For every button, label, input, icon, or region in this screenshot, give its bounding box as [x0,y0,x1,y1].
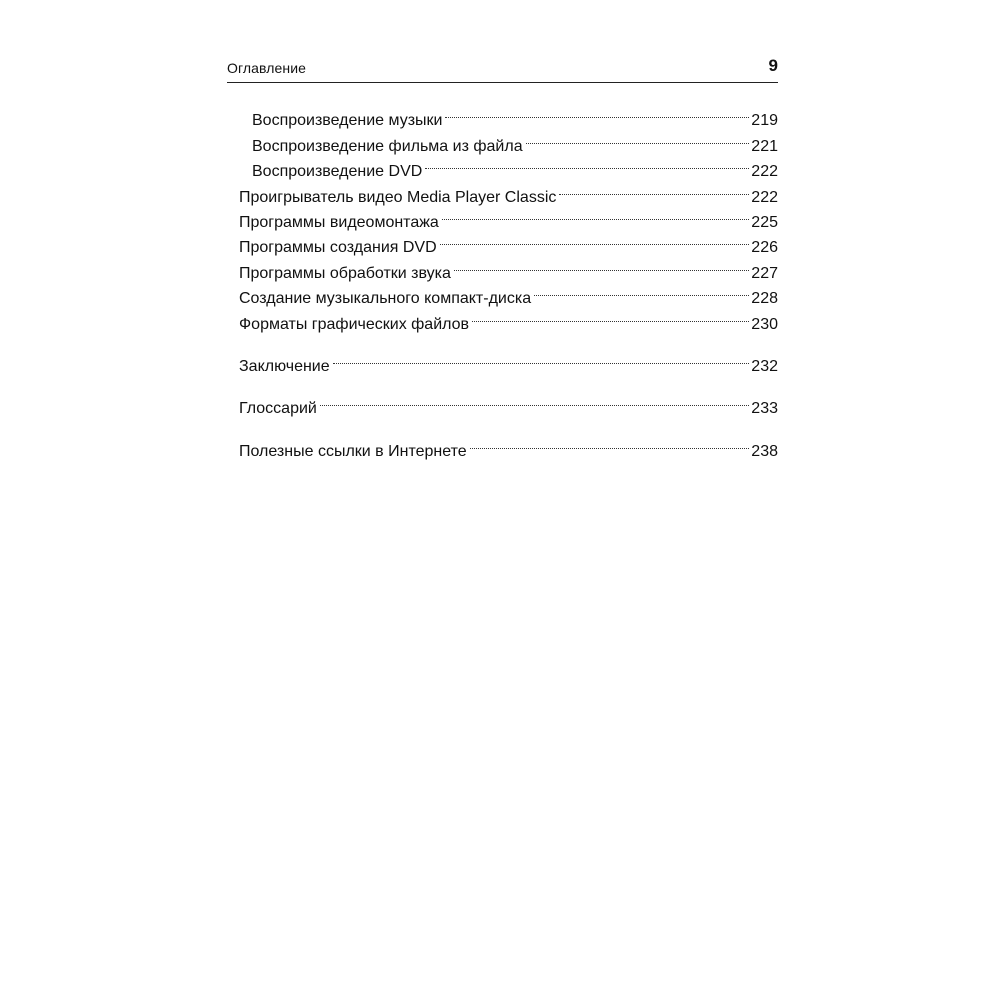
running-header [227,56,778,83]
toc-entry-page: 232 [751,357,778,375]
page-number: 9 [768,56,778,75]
toc-entry-page: 225 [751,213,778,231]
toc-entry [239,388,778,418]
toc-entry-title: Воспроизведение фильма из файла [252,137,523,155]
toc-entry-page: 219 [751,112,778,130]
toc-entry-page: 228 [751,290,778,308]
toc-entry-title: Полезные ссылки в Интернете [239,442,467,460]
toc-entry-title: Заключение [239,357,330,375]
dot-leader [320,388,749,413]
dot-leader [470,430,750,455]
dot-leader [442,202,749,227]
toc-entry-page: 230 [751,315,778,333]
dot-leader [454,252,749,277]
toc-entry-title: Программы обработки звука [239,264,451,282]
toc-entry-title: Программы видеомонтажа [239,213,439,231]
toc-entry-title: Воспроизведение музыки [252,112,443,130]
toc-entry-title: Создание музыкального компакт-диска [239,290,532,308]
toc-entry [239,346,778,375]
toc-entry-page: 221 [751,137,778,155]
toc-entry-page: 227 [751,264,778,282]
dot-leader [445,100,749,125]
toc-entry-title: Проигрыватель видео Media Player Classic [239,188,557,206]
toc-entry-title: Программы создания DVD [239,239,437,257]
dot-leader [559,176,749,201]
toc-entry-page: 222 [751,188,778,206]
dot-leader [333,346,750,371]
toc-entry-title: Воспроизведение DVD [252,163,423,181]
toc-entry-page: 238 [751,442,778,460]
toc-entry-title: Форматы графических файлов [239,315,470,333]
dot-leader [472,303,749,328]
dot-leader [526,125,750,150]
dot-leader [425,151,749,176]
toc-entry [239,100,778,130]
toc-entry-page: 233 [751,400,778,418]
dot-leader [534,278,749,303]
toc-entry-page: 222 [751,163,778,181]
toc-entry-title: Глоссарий [239,400,317,418]
table-of-contents [239,100,778,460]
toc-entry-page: 226 [751,239,778,257]
running-header-title: Оглавление [227,60,307,76]
toc-entry [239,430,778,460]
dot-leader [440,227,750,252]
